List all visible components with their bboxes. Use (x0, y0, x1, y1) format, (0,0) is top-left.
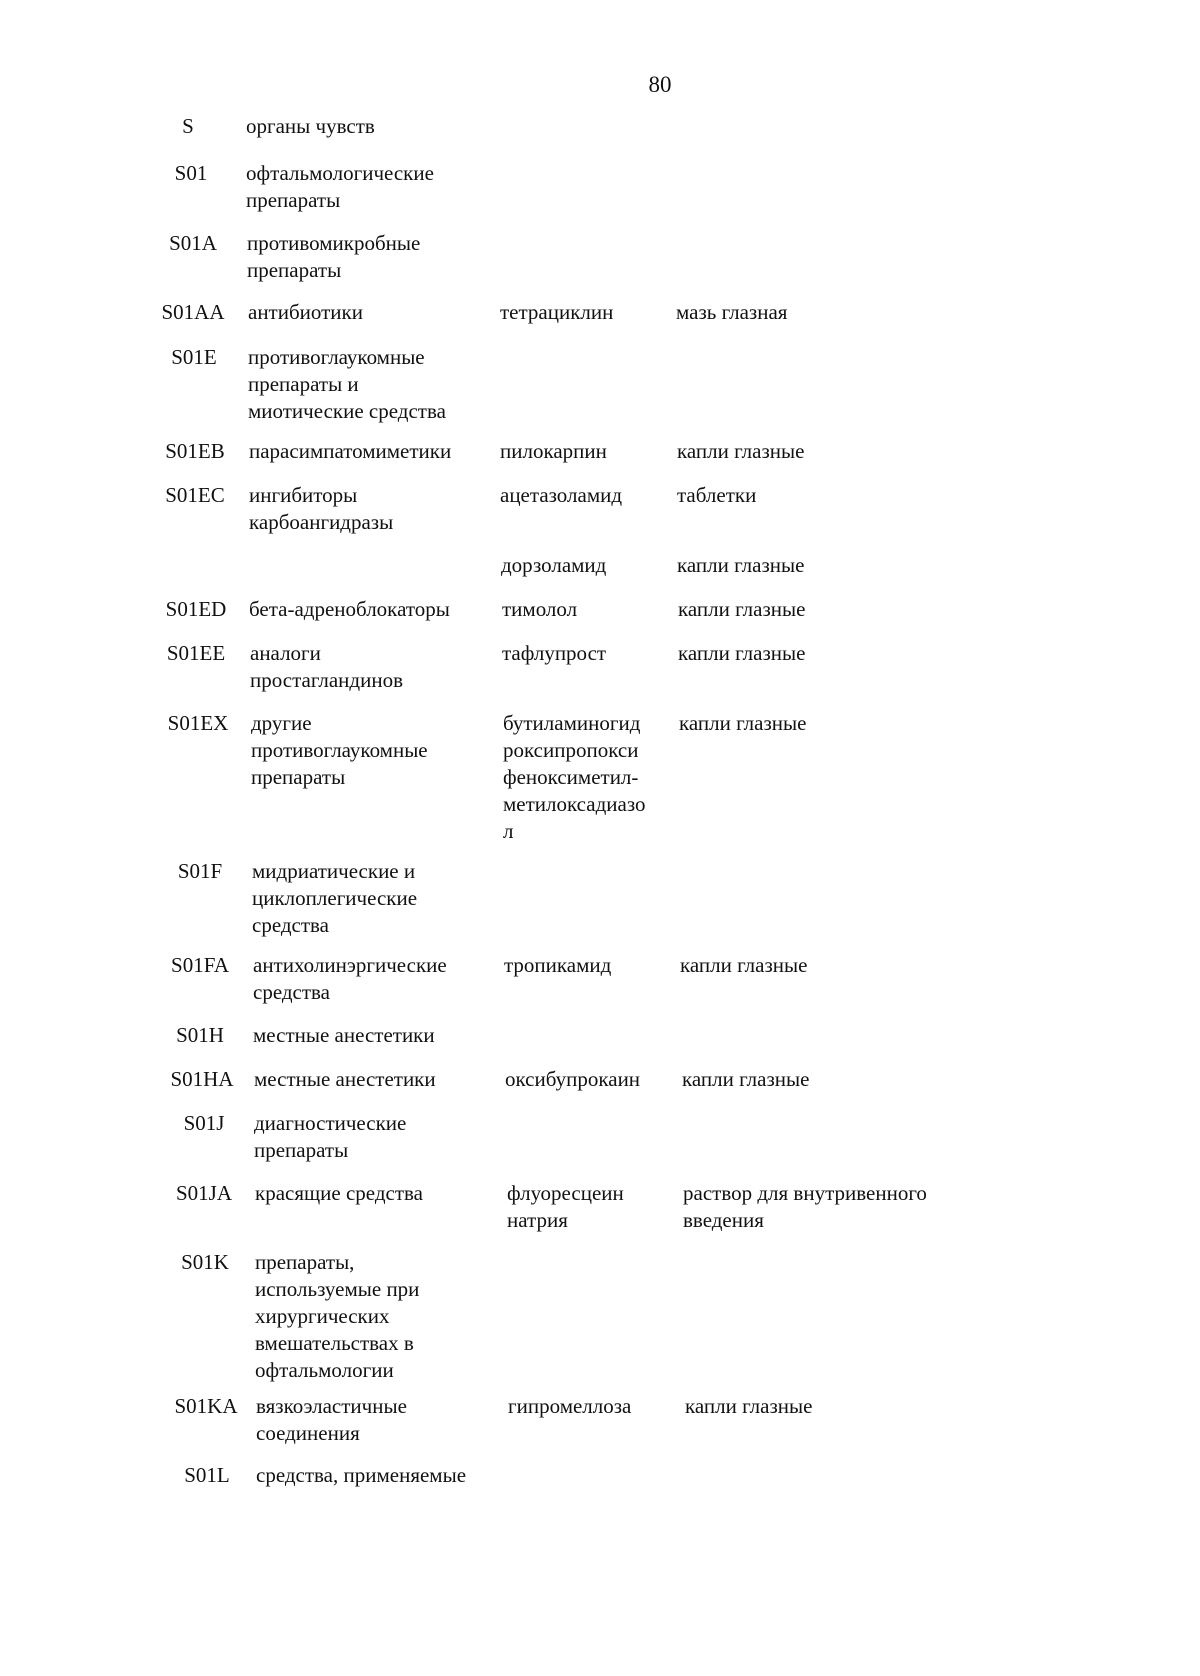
cell-code: S01EX (167, 711, 229, 735)
cell-inn: дорзоламид (501, 553, 607, 577)
cell-name: диагностические препараты (254, 1111, 407, 1162)
page-number: 80 (648, 72, 672, 97)
cell-form: капли глазные (680, 953, 808, 977)
cell-form: раствор для внутривенного введения (683, 1181, 927, 1232)
cell-name: бета-адреноблокаторы (249, 597, 450, 621)
cell-code: S01K (181, 1250, 229, 1274)
cell-name: местные анестетики (254, 1067, 436, 1091)
cell-code: S01ED (165, 597, 227, 621)
cell-inn: тропикамид (504, 953, 612, 977)
cell-inn: тафлупрост (502, 641, 607, 665)
cell-name: противоглаукомные препараты и миотические средства (248, 345, 446, 423)
cell-name: препараты, используемые при хирургических вмешательствах в офтальмологии (255, 1250, 420, 1382)
cell-name: антихолинэргические средства (253, 953, 447, 1004)
cell-code: S01J (183, 1111, 225, 1135)
cell-code: S01 (174, 161, 208, 185)
cell-name: парасимпатомиметики (249, 439, 452, 463)
cell-inn: пилокарпин (500, 439, 607, 463)
cell-name: противомикробные препараты (247, 231, 421, 282)
cell-name: антибиотики (248, 300, 363, 324)
cell-name: красящие средства (255, 1181, 423, 1205)
cell-code: S01AA (161, 300, 225, 324)
cell-name: местные анестетики (253, 1023, 435, 1047)
cell-name: аналоги простагландинов (250, 641, 403, 692)
cell-form: мазь глазная (676, 300, 788, 324)
cell-form: капли глазные (678, 597, 806, 621)
cell-inn: ацетазоламид (500, 483, 623, 507)
cell-name: средства, применяемые (256, 1463, 467, 1487)
cell-code: S01F (177, 859, 223, 883)
cell-inn: флуоресцеин натрия (507, 1181, 624, 1232)
cell-form: капли глазные (685, 1394, 813, 1418)
cell-name: офтальмологические препараты (246, 161, 434, 212)
cell-name: другие противоглаукомные препараты (251, 711, 428, 789)
cell-code: S01EE (166, 641, 226, 665)
cell-form: таблетки (677, 483, 757, 507)
cell-code: S01EC (165, 483, 225, 507)
cell-code: S01JA (175, 1181, 233, 1205)
cell-code: S (182, 114, 194, 138)
cell-code: S01L (184, 1463, 230, 1487)
cell-code: S01KA (174, 1394, 238, 1418)
cell-code: S01FA (171, 953, 229, 977)
cell-name: ингибиторы карбоангидразы (249, 483, 394, 534)
cell-code: S01HA (170, 1067, 234, 1091)
cell-code: S01A (169, 231, 217, 255)
cell-code: S01E (171, 345, 217, 369)
cell-form: капли глазные (677, 439, 805, 463)
cell-name: вязкоэластичные соединения (256, 1394, 407, 1445)
cell-inn: тетрациклин (500, 300, 614, 324)
cell-form: капли глазные (678, 641, 806, 665)
cell-inn: гипромеллоза (508, 1394, 632, 1418)
cell-form: капли глазные (677, 553, 805, 577)
cell-code: S01EB (165, 439, 225, 463)
cell-code: S01H (176, 1023, 224, 1047)
cell-form: капли глазные (679, 711, 807, 735)
cell-name: мидриатические и циклоплегические средства (252, 859, 418, 937)
cell-inn: тимолол (502, 597, 578, 621)
cell-inn: бутиламиногид роксипропокси феноксиметил- метилоксадиазо л (503, 711, 646, 843)
cell-name: органы чувств (246, 114, 375, 138)
cell-inn: оксибупрокаин (505, 1067, 641, 1091)
cell-form: капли глазные (682, 1067, 810, 1091)
